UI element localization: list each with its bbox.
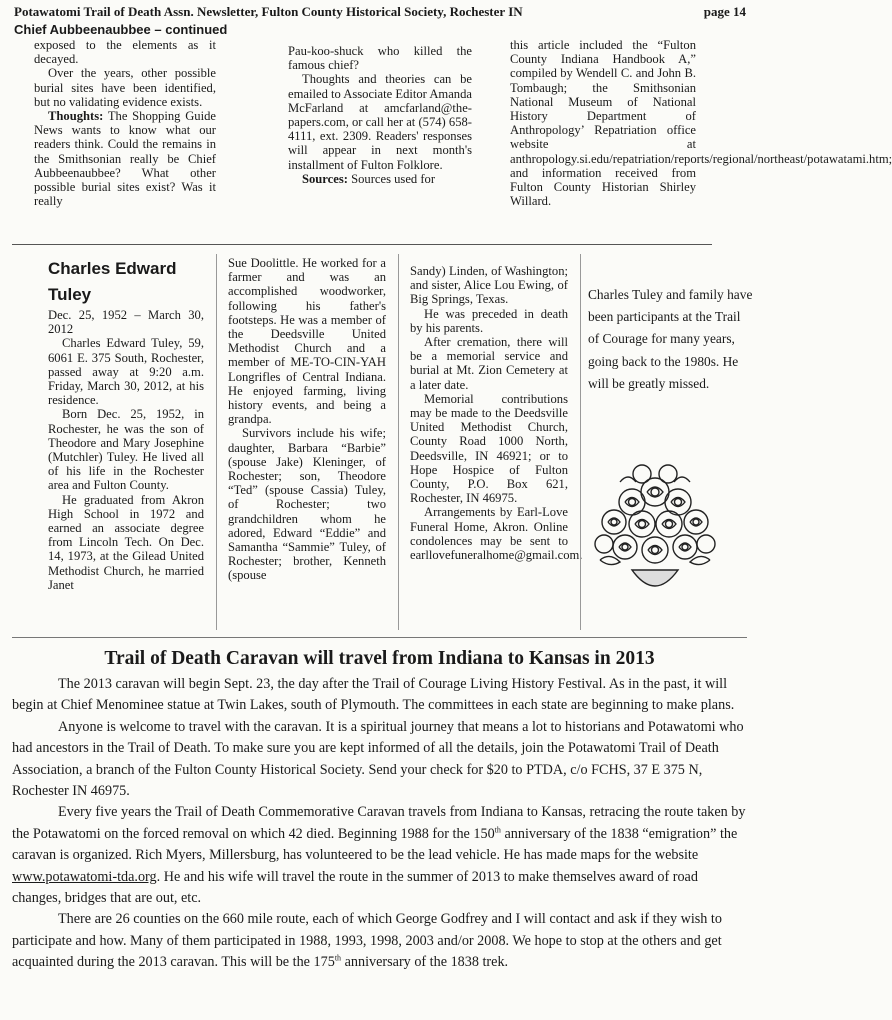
paragraph: After cremation, there will be a memorial service and burial at Mt. Zion Cemetery at a later date. (410, 335, 568, 392)
superscript: th (494, 825, 501, 835)
paragraph: this article included the “Fulton County Indiana Handbook A,” compiled by Wendell C. and John B. Tombaugh; the Smithsonian National Museum of National History Department of Anthropology’ Repatriation office website at anthropology.si.edu/repatriation/reports/regional/northeast/potawatami.htm; and information received from Fulton County Historian Shirley Willard. (510, 38, 892, 209)
thoughts-label: Thoughts: (48, 109, 104, 124)
paragraph: The 2013 caravan will begin Sept. 23, the day after the Trail of Courage Living History Festival. As in the past, it will begin at Chief Menominee statue at Twin Lakes, south of Plymouth. The committees in each state are beginning to make plans. (12, 676, 735, 714)
paragraph: Sue Doolittle. He worked for a farmer and was an accomplished woodworker, following his father's footsteps. He was a member of the Deedsville United Methodist Church and a member of ME-TO-CIN-YAH Longrifles of Central Indiana. He enjoyed farming, living history events, and being a grandpa. (228, 256, 386, 427)
newsletter-title: Potawatomi Trail of Death Assn. Newsletter, Fulton County Historical Society, Rochester IN (14, 4, 523, 19)
paragraph: Over the years, other possible burial sites have been identified, but no validating evidence exists. (34, 66, 216, 109)
paragraph: Sandy) Linden, of Washington; and sister, Alice Lou Ewing, of Big Springs, Texas. (410, 264, 568, 307)
superscript: th (334, 953, 342, 963)
article-headline: Trail of Death Caravan will travel from Indiana to Kansas in 2013 (104, 648, 655, 669)
roses (595, 465, 715, 563)
column-rule (398, 254, 399, 630)
continued-col-2 (288, 44, 472, 186)
obituary-col-3 (410, 264, 583, 563)
rose-bouquet-icon (580, 452, 730, 602)
obituary-name-line2: Tuley (48, 285, 92, 304)
paragraph: He was preceded in death by his parents. (410, 306, 568, 335)
page-number: page 14 (703, 4, 746, 19)
sources-label: Sources: (302, 171, 348, 186)
paragraph: Thoughts and theories can be emailed to Associate Editor Amanda McFarland at amcfarland@the-papers.com, or call her at (574) 658-4111, ext. 2309. Readers' responses will appear in next month's installment of Fulton Folklore. (288, 72, 472, 172)
text-run: anniversary of the 1838 “emigration” the caravan is organized. Rich Myers, Millersburg, has volunteered to be the lead vehicle. He has made maps for the website (12, 825, 738, 864)
section-divider (12, 637, 747, 638)
article-body (12, 674, 748, 974)
tribute-note: Charles Tuley and family have been participants at the Trail of Courage for many years, going back to the 1980s. He will be greatly missed. (588, 287, 753, 391)
section-label: Chief Aubbeenaubbee – continued (14, 22, 228, 37)
column-rule (216, 254, 217, 630)
continued-col-3 (510, 38, 892, 209)
paragraph: Charles Edward Tuley, 59, 6061 E. 375 South, Rochester, passed away at 9:20 a.m. Friday, March 30, 2012, at his residence. (48, 336, 204, 408)
paragraph (12, 909, 748, 973)
text-run: anniversary of the 1838 trek. (341, 954, 509, 971)
paragraph: Born Dec. 25, 1952, in Rochester, he was the son of Theodore and Mary Josephine (Mutchler) Tuley. He lived all of his life in the Rochester area and Fulton County. (48, 407, 204, 493)
paragraph: exposed to the elements as it decayed. (34, 38, 216, 67)
paragraph: The Shopping Guide News wants to know what our readers think. Could the remains in the Smithsonian really be Chief Aubbeenaubbee? What other possible burial sites exist? Was it really (34, 109, 216, 209)
paragraph: Memorial contributions may be made to the Deedsville United Methodist Church, County Road 1000 North, Deedsville, IN 46921; or to Hope Hospice of Fulton County, P.O. Box 621, Rochester, IN 46975. (410, 391, 568, 506)
website-link[interactable]: www.potawatomi-tda.org (12, 868, 157, 885)
obituary-name (48, 256, 177, 308)
text-run: Every five years the Trail of Death Commemorative Caravan travels from Indiana to Kansas, retracing the route taken by the Potawatomi on the forced removal on which 42 died. Beginning 1988 for the 150 (12, 804, 746, 842)
text-run: . He and his wife will travel the route in the summer of 2013 to make themselves award of road changes, bridges that are out, etc. (12, 868, 698, 907)
obituary-col-2 (228, 256, 386, 583)
paragraph: Pau-koo-shuck who killed the famous chief? (288, 44, 472, 73)
obituary-dates: Dec. 25, 1952 – March 30, 2012 (48, 308, 204, 337)
paragraph: Sources used for (351, 171, 436, 186)
vase (632, 570, 678, 586)
paragraph: Arrangements by Earl-Love Funeral Home, Akron. Online condolences may be sent to earllovefuneralhome@gmail.com. (410, 505, 583, 563)
continued-col-1 (34, 38, 216, 208)
paragraph: Anyone is welcome to travel with the caravan. It is a spiritual journey that means a lot to historians and Potawatomi who had ancestors in the Trail of Death. To make sure you are kept informed of all the details, join the Potawatomi Trail of Death Association, a branch of the Fulton County Historical Society. Send your check for $20 to PTDA, c/o FCHS, 37 E 375 N, Rochester IN 46975. (12, 718, 744, 800)
obituary-name-line1: Charles Edward (48, 259, 177, 278)
paragraph (12, 802, 748, 909)
text-run: There are 26 counties on the 660 mile route, each of which George Godfrey and I will contact and ask if they wish to participate and how. Many of them participated in 1988, 1993, 1998, 2003 and/or 2008. We hope to stop at the others and get acquainted during the 2013 caravan. This will be the 175 (12, 911, 722, 971)
paragraph: He graduated from Akron High School in 1972 and earned an associate degree from Lincoln Tech. On Dec. 14, 1973, at the Gilead United Methodist Church, he married Janet (48, 492, 204, 592)
paragraph: Survivors include his wife; daughter, Barbara “Barbie” (spouse Jake) Kleninger, of Rochester; son, Theodore “Ted” (spouse Cassia) Tuley, of Rochester; two grandchildren whom he adored, Edward “Eddie” and Samantha “Sammie” Tuley, of Rochester; brother, Kenneth (spouse (228, 426, 386, 583)
obituary-col-1 (48, 308, 204, 592)
page-header (14, 4, 746, 20)
section-divider (12, 244, 712, 245)
